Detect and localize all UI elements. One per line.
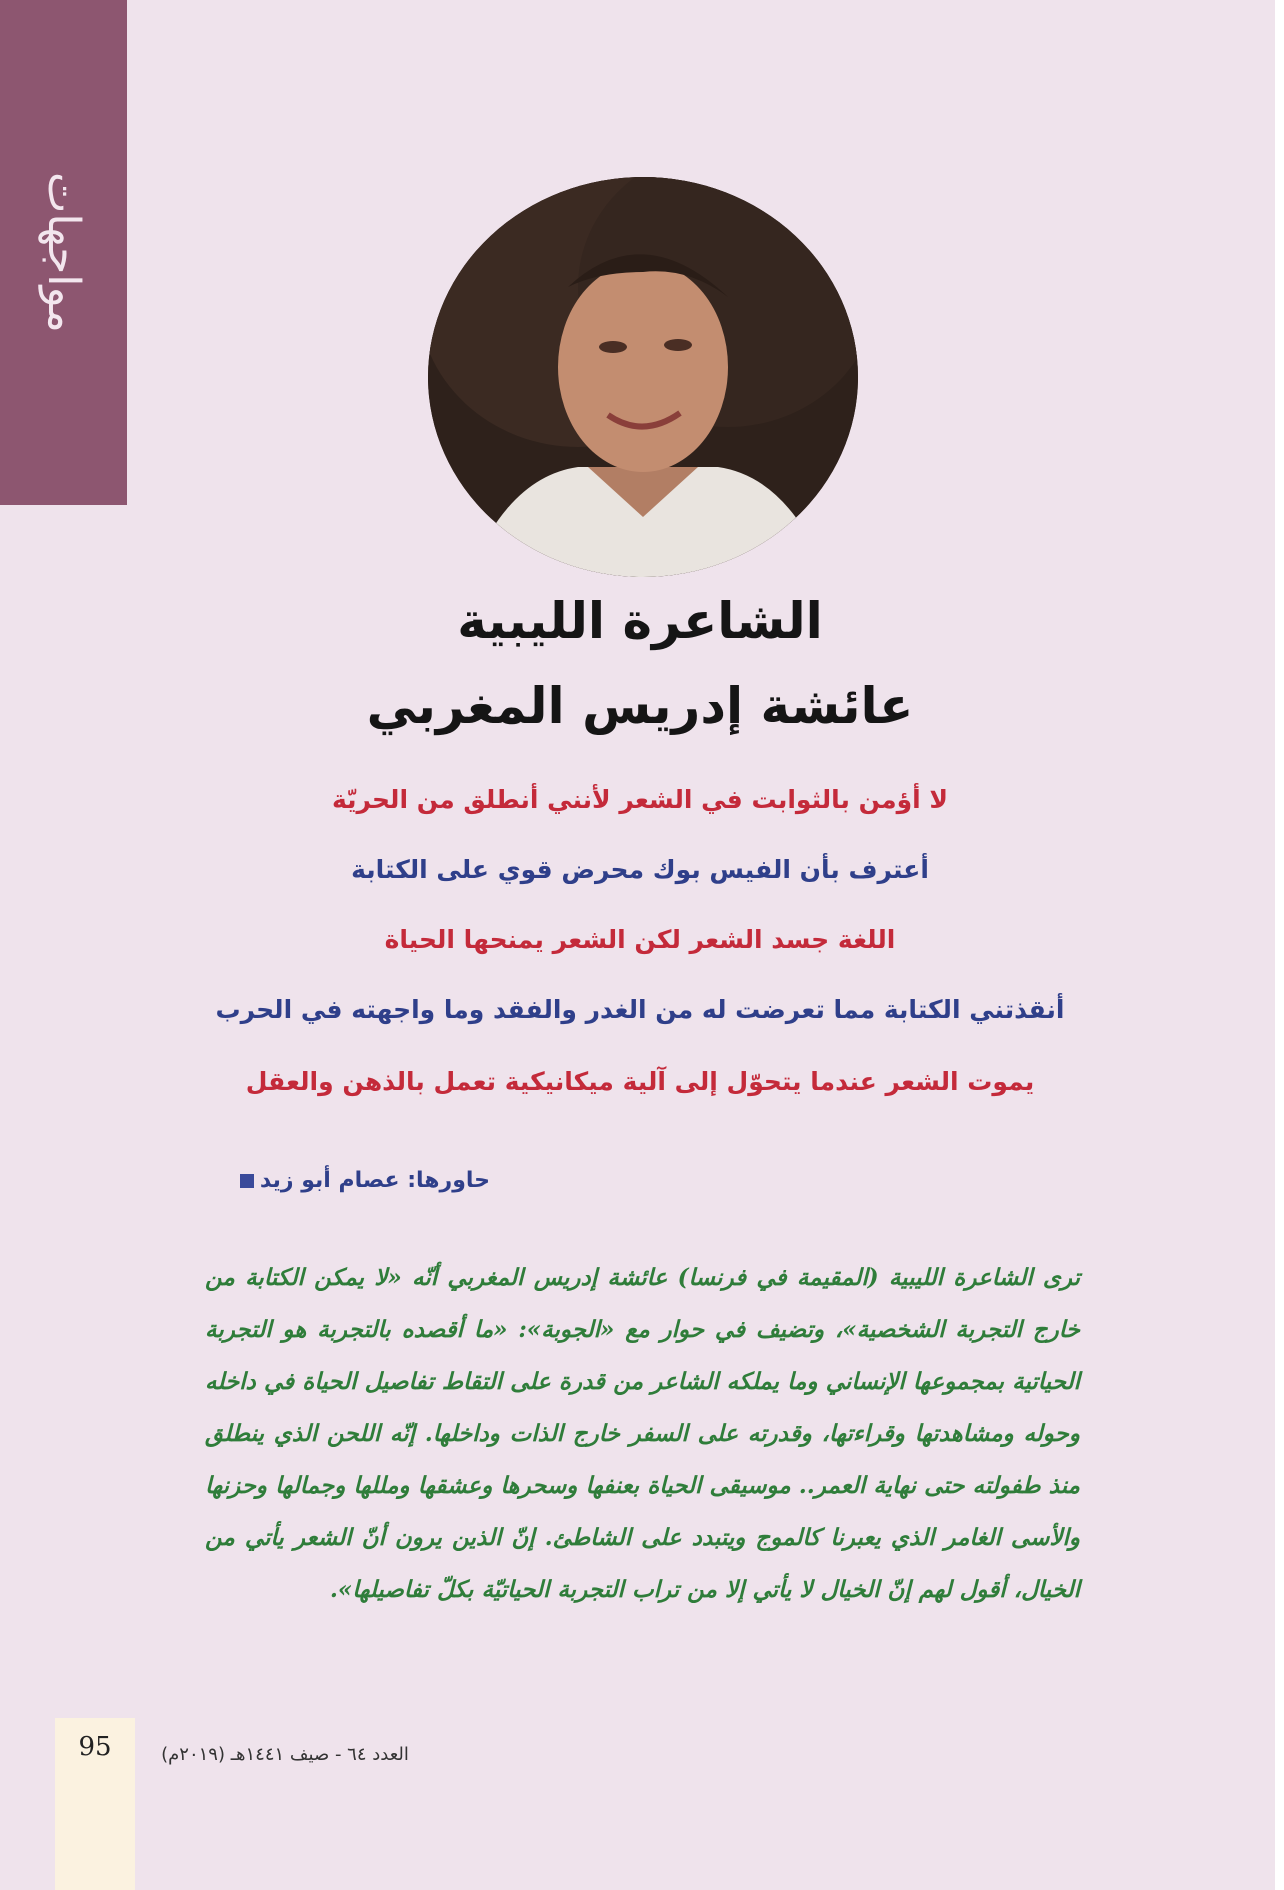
- headline-5: يموت الشعر عندما يتحوّل إلى آلية ميكانيكية تعمل بالذهن والعقل: [245, 1067, 1035, 1096]
- portrait-photo: [428, 177, 858, 577]
- portrait-illustration: [428, 177, 858, 577]
- byline-text: حاورها: عصام أبو زيد: [259, 1168, 490, 1193]
- headline-4: أنقذتني الكتابة مما تعرضت له من الغدر والفقد وما واجهته في الحرب: [215, 995, 1065, 1024]
- headline-2: أعترف بأن الفيس بوك محرض قوي على الكتابة: [351, 855, 929, 884]
- headline-1: لا أؤمن بالثوابت في الشعر لأنني أنطلق من الحريّة: [331, 785, 949, 814]
- section-tab: [0, 0, 127, 505]
- intro-paragraph: ترى الشاعرة الليبية (المقيمة في فرنسا) عائشة إدريس المغربي أنّه «لا يمكن الكتابة من خارج التجربة الشخصية»، وتضيف في حوار مع «الجوبة»: «ما أقصده بالتجربة هو التجربة الحياتية بمجموعها الإنساني وما يملكه الشاعر من قدرة على التقاط تفاصيل الحياة في داخله وحوله ومشاهدتها وقراءتها، وقدرته على السفر خارج الذات وداخلها. إنّه اللحن الذي ينطلق منذ طفولته حتى نهاية العمر.. موسيقى الحياة بعنفها وسحرها وعشقها ومللها وجمالها وحزنها والأسى الغامر الذي يعبرنا كالموج ويتبدد على الشاطئ. إنّ الذين يرون أنّ الشعر يأتي من الخيال، أقول لهم إنّ الخيال لا يأتي إلا من تراب التجربة الحياتيّة بكلّ تفاصيلها».: [205, 1264, 1080, 1603]
- square-bullet-icon: [240, 1174, 254, 1188]
- byline: [200, 1168, 490, 1193]
- issue-info: العدد ٦٤ - صيف ١٤٤١هـ (٢٠١٩م): [161, 1744, 409, 1765]
- section-label: مواجهات: [38, 172, 89, 333]
- page-number: 95: [78, 1732, 112, 1762]
- article-title-line-2: عائشة إدريس المغربي: [366, 677, 914, 735]
- headline-3: اللغة جسد الشعر لكن الشعر يمنحها الحياة: [384, 925, 896, 954]
- article-title-line-1: الشاعرة الليبية: [457, 592, 823, 650]
